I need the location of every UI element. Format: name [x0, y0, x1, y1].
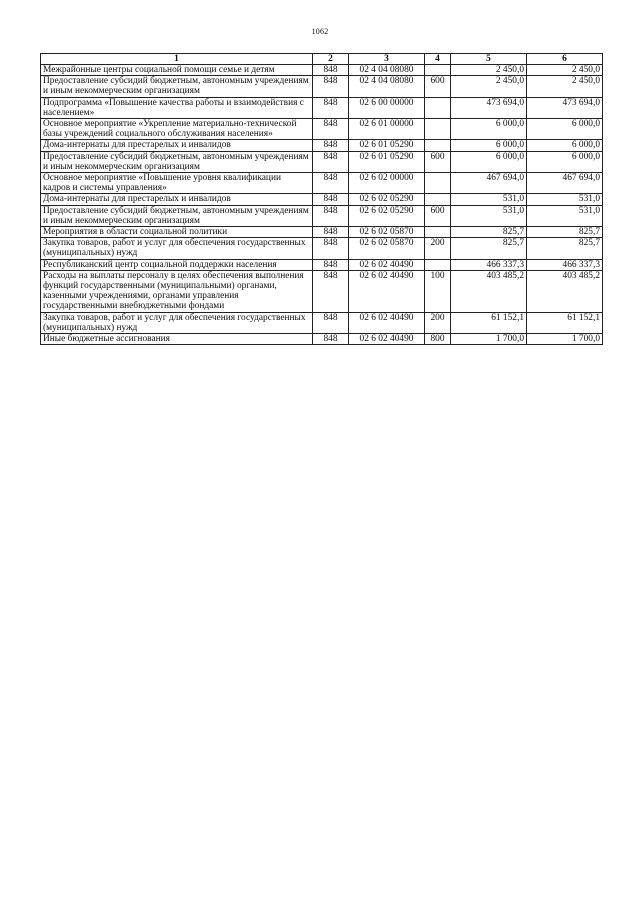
row-amount-col6: 467 694,0 [527, 173, 603, 194]
row-amount-col6: 1 700,0 [527, 334, 603, 345]
row-amount-col6: 2 450,0 [527, 76, 603, 97]
row-admin-code: 848 [313, 151, 349, 172]
table-row [41, 97, 603, 118]
row-amount-col5: 61 152,1 [451, 312, 527, 333]
table-row [41, 140, 603, 151]
row-expense-type: 600 [425, 151, 451, 172]
table-body [41, 65, 603, 345]
row-target-article: 02 6 02 40490 [349, 259, 425, 270]
table-row [41, 65, 603, 76]
row-expense-type [425, 173, 451, 194]
row-admin-code: 848 [313, 65, 349, 76]
table-row [41, 270, 603, 312]
row-amount-col6: 825,7 [527, 238, 603, 259]
row-target-article: 02 6 02 05870 [349, 238, 425, 259]
row-expense-type [425, 97, 451, 118]
row-target-article: 02 6 02 05290 [349, 194, 425, 205]
row-target-article: 02 4 04 08080 [349, 76, 425, 97]
table-row [41, 312, 603, 333]
row-name: Расходы на выплаты персоналу в целях обеспечения выполнения функций государственными (муниципальными) органами, казенными учреждениями, органами управления государственными внебюджетными фондами [41, 270, 313, 312]
column-header-3: 3 [349, 54, 425, 65]
row-admin-code: 848 [313, 119, 349, 140]
row-amount-col5: 467 694,0 [451, 173, 527, 194]
row-amount-col6: 403 485,2 [527, 270, 603, 312]
row-name: Дома-интернаты для престарелых и инвалидов [41, 194, 313, 205]
row-amount-col5: 6 000,0 [451, 119, 527, 140]
row-amount-col5: 825,7 [451, 238, 527, 259]
column-header-1: 1 [41, 54, 313, 65]
row-amount-col6: 531,0 [527, 194, 603, 205]
row-amount-col6: 6 000,0 [527, 151, 603, 172]
row-name: Межрайонные центры социальной помощи семье и детям [41, 65, 313, 76]
row-name: Основное мероприятие «Повышение уровня квалификации кадров и системы управления» [41, 173, 313, 194]
row-name: Республиканский центр социальной поддержки населения [41, 259, 313, 270]
row-expense-type [425, 259, 451, 270]
row-expense-type: 200 [425, 312, 451, 333]
row-amount-col5: 531,0 [451, 194, 527, 205]
row-target-article: 02 6 02 40490 [349, 312, 425, 333]
row-admin-code: 848 [313, 312, 349, 333]
row-target-article: 02 6 02 00000 [349, 173, 425, 194]
row-amount-col5: 1 700,0 [451, 334, 527, 345]
row-amount-col5: 2 450,0 [451, 76, 527, 97]
row-amount-col5: 2 450,0 [451, 65, 527, 76]
row-amount-col5: 6 000,0 [451, 140, 527, 151]
row-expense-type [425, 65, 451, 76]
row-amount-col5: 403 485,2 [451, 270, 527, 312]
row-amount-col6: 6 000,0 [527, 119, 603, 140]
row-expense-type [425, 227, 451, 238]
row-expense-type [425, 140, 451, 151]
row-amount-col6: 61 152,1 [527, 312, 603, 333]
column-header-4: 4 [425, 54, 451, 65]
row-name: Дома-интернаты для престарелых и инвалидов [41, 140, 313, 151]
row-name: Подпрограмма «Повышение качества работы и взаимодействия с населением» [41, 97, 313, 118]
row-admin-code: 848 [313, 227, 349, 238]
row-admin-code: 848 [313, 194, 349, 205]
row-target-article: 02 6 02 40490 [349, 334, 425, 345]
column-header-5: 5 [451, 54, 527, 65]
row-amount-col6: 6 000,0 [527, 140, 603, 151]
row-target-article: 02 6 01 00000 [349, 119, 425, 140]
row-amount-col6: 473 694,0 [527, 97, 603, 118]
row-target-article: 02 4 04 08080 [349, 65, 425, 76]
row-target-article: 02 6 00 00000 [349, 97, 425, 118]
row-admin-code: 848 [313, 238, 349, 259]
row-amount-col5: 473 694,0 [451, 97, 527, 118]
budget-table [40, 53, 603, 345]
table-row [41, 151, 603, 172]
table-row [41, 227, 603, 238]
table-row [41, 173, 603, 194]
row-admin-code: 848 [313, 140, 349, 151]
row-amount-col5: 6 000,0 [451, 151, 527, 172]
column-header-6: 6 [527, 54, 603, 65]
row-target-article: 02 6 02 05870 [349, 227, 425, 238]
row-admin-code: 848 [313, 259, 349, 270]
table-row [41, 194, 603, 205]
row-admin-code: 848 [313, 97, 349, 118]
row-amount-col6: 2 450,0 [527, 65, 603, 76]
row-expense-type [425, 194, 451, 205]
table-header-row [41, 54, 603, 65]
row-amount-col6: 825,7 [527, 227, 603, 238]
row-amount-col6: 466 337,3 [527, 259, 603, 270]
table-row [41, 76, 603, 97]
row-name: Иные бюджетные ассигнования [41, 334, 313, 345]
row-amount-col6: 531,0 [527, 205, 603, 226]
row-name: Мероприятия в области социальной политики [41, 227, 313, 238]
row-target-article: 02 6 02 05290 [349, 205, 425, 226]
row-expense-type: 100 [425, 270, 451, 312]
row-name: Предоставление субсидий бюджетным, автономным учреждениям и иным некоммерческим организациям [41, 205, 313, 226]
table-row [41, 259, 603, 270]
row-admin-code: 848 [313, 76, 349, 97]
table-row [41, 334, 603, 345]
table-row [41, 119, 603, 140]
row-target-article: 02 6 01 05290 [349, 140, 425, 151]
row-expense-type: 800 [425, 334, 451, 345]
row-name: Предоставление субсидий бюджетным, автономным учреждениям и иным некоммерческим организациям [41, 151, 313, 172]
table-row [41, 205, 603, 226]
page-number: 1062 [311, 27, 329, 36]
row-amount-col5: 531,0 [451, 205, 527, 226]
row-name: Предоставление субсидий бюджетным, автономным учреждениям и иным некоммерческим организациям [41, 76, 313, 97]
row-expense-type [425, 119, 451, 140]
row-admin-code: 848 [313, 334, 349, 345]
row-amount-col5: 466 337,3 [451, 259, 527, 270]
row-name: Закупка товаров, работ и услуг для обеспечения государственных (муниципальных) нужд [41, 312, 313, 333]
row-expense-type: 200 [425, 238, 451, 259]
column-header-2: 2 [313, 54, 349, 65]
row-admin-code: 848 [313, 173, 349, 194]
row-name: Основное мероприятие «Укрепление материально-технической базы учреждений социального обслуживания населения» [41, 119, 313, 140]
row-amount-col5: 825,7 [451, 227, 527, 238]
row-name: Закупка товаров, работ и услуг для обеспечения государственных (муниципальных) нужд [41, 238, 313, 259]
row-target-article: 02 6 02 40490 [349, 270, 425, 312]
row-admin-code: 848 [313, 270, 349, 312]
table-row [41, 238, 603, 259]
row-target-article: 02 6 01 05290 [349, 151, 425, 172]
row-expense-type: 600 [425, 76, 451, 97]
row-admin-code: 848 [313, 205, 349, 226]
row-expense-type: 600 [425, 205, 451, 226]
